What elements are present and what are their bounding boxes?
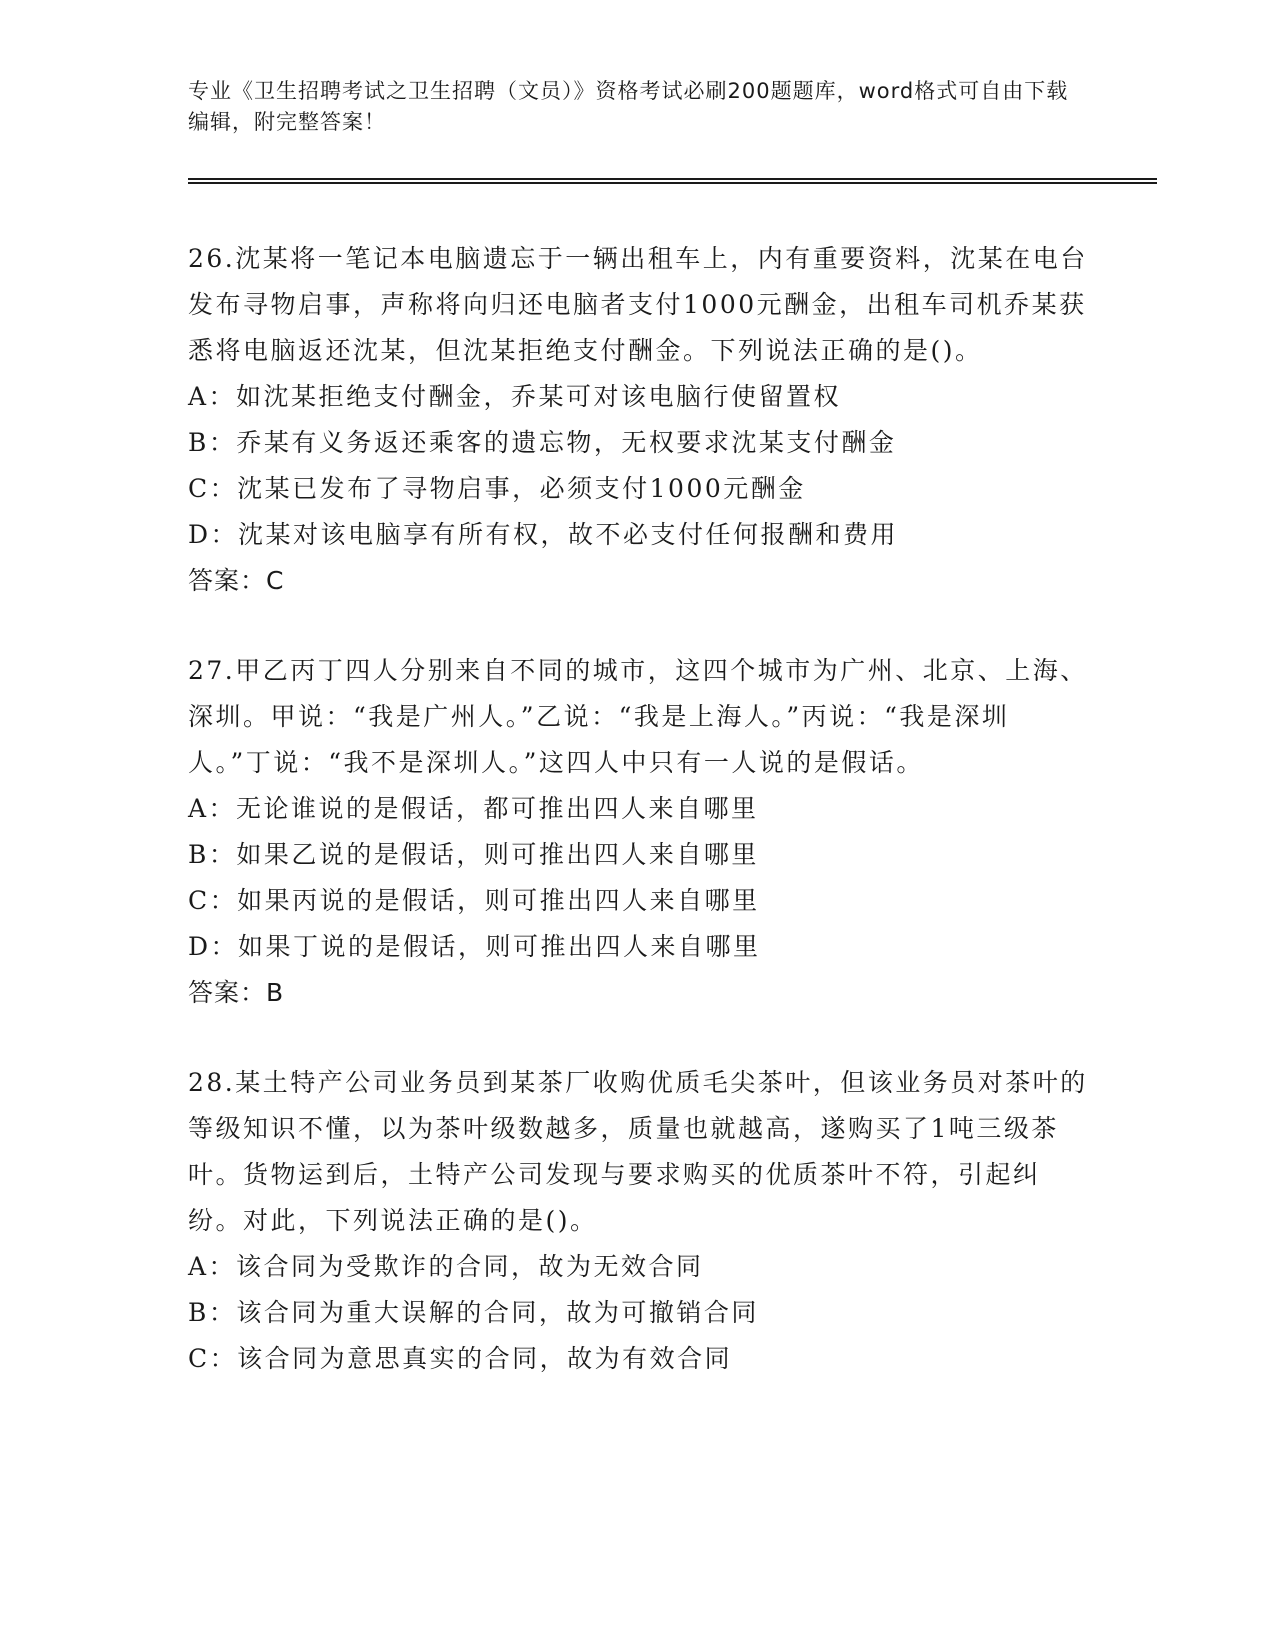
question-27 — [188, 648, 1088, 1016]
question-list — [188, 236, 1088, 1426]
option-d: D：如果丁说的是假话，则可推出四人来自哪里 — [188, 932, 761, 961]
page-header — [188, 76, 1088, 138]
question-26 — [188, 236, 1088, 604]
question-stem: 26.沈某将一笔记本电脑遗忘于一辆出租车上，内有重要资料，沈某在电台发布寻物启事，声称将向归还电脑者支付1000元酬金，出租车司机乔某获悉将电脑返还沈某，但沈某拒绝支付酬金。下列说法正确的是()。 — [188, 244, 1088, 365]
option-c: C：该合同为意思真实的合同，故为有效合同 — [188, 1344, 733, 1373]
question-stem: 27.甲乙丙丁四人分别来自不同的城市，这四个城市为广州、北京、上海、深圳。甲说：“我是广州人。”乙说：“我是上海人。”丙说：“我是深圳人。”丁说：“我不是深圳人。”这四人中只有一人说的是假话。 — [188, 656, 1088, 777]
option-a: A：该合同为受欺诈的合同，故为无效合同 — [188, 1252, 704, 1281]
question-stem: 28.某土特产公司业务员到某茶厂收购优质毛尖茶叶，但该业务员对茶叶的等级知识不懂，以为茶叶级数越多，质量也就越高，遂购买了1吨三级茶叶。货物运到后，土特产公司发现与要求购买的优质茶叶不符，引起纠纷。对此，下列说法正确的是()。 — [188, 1068, 1088, 1235]
option-a: A：如沈某拒绝支付酬金，乔某可对该电脑行使留置权 — [188, 382, 842, 411]
option-b: B：该合同为重大误解的合同，故为可撤销合同 — [188, 1298, 759, 1327]
document-title: 专业《卫生招聘考试之卫生招聘（文员）》资格考试必刷200题题库，word格式可自由下载编辑，附完整答案！ — [188, 79, 1069, 134]
header-divider — [188, 178, 1157, 184]
answer-line: 答案：B — [188, 978, 285, 1007]
option-d: D：沈某对该电脑享有所有权，故不必支付任何报酬和费用 — [188, 520, 899, 549]
option-c: C：沈某已发布了寻物启事，必须支付1000元酬金 — [188, 474, 806, 503]
question-28 — [188, 1060, 1088, 1382]
option-a: A：无论谁说的是假话，都可推出四人来自哪里 — [188, 794, 759, 823]
answer-line: 答案：C — [188, 566, 285, 595]
option-b: B：乔某有义务返还乘客的遗忘物，无权要求沈某支付酬金 — [188, 428, 897, 457]
option-c: C：如果丙说的是假话，则可推出四人来自哪里 — [188, 886, 760, 915]
option-b: B：如果乙说的是假话，则可推出四人来自哪里 — [188, 840, 759, 869]
